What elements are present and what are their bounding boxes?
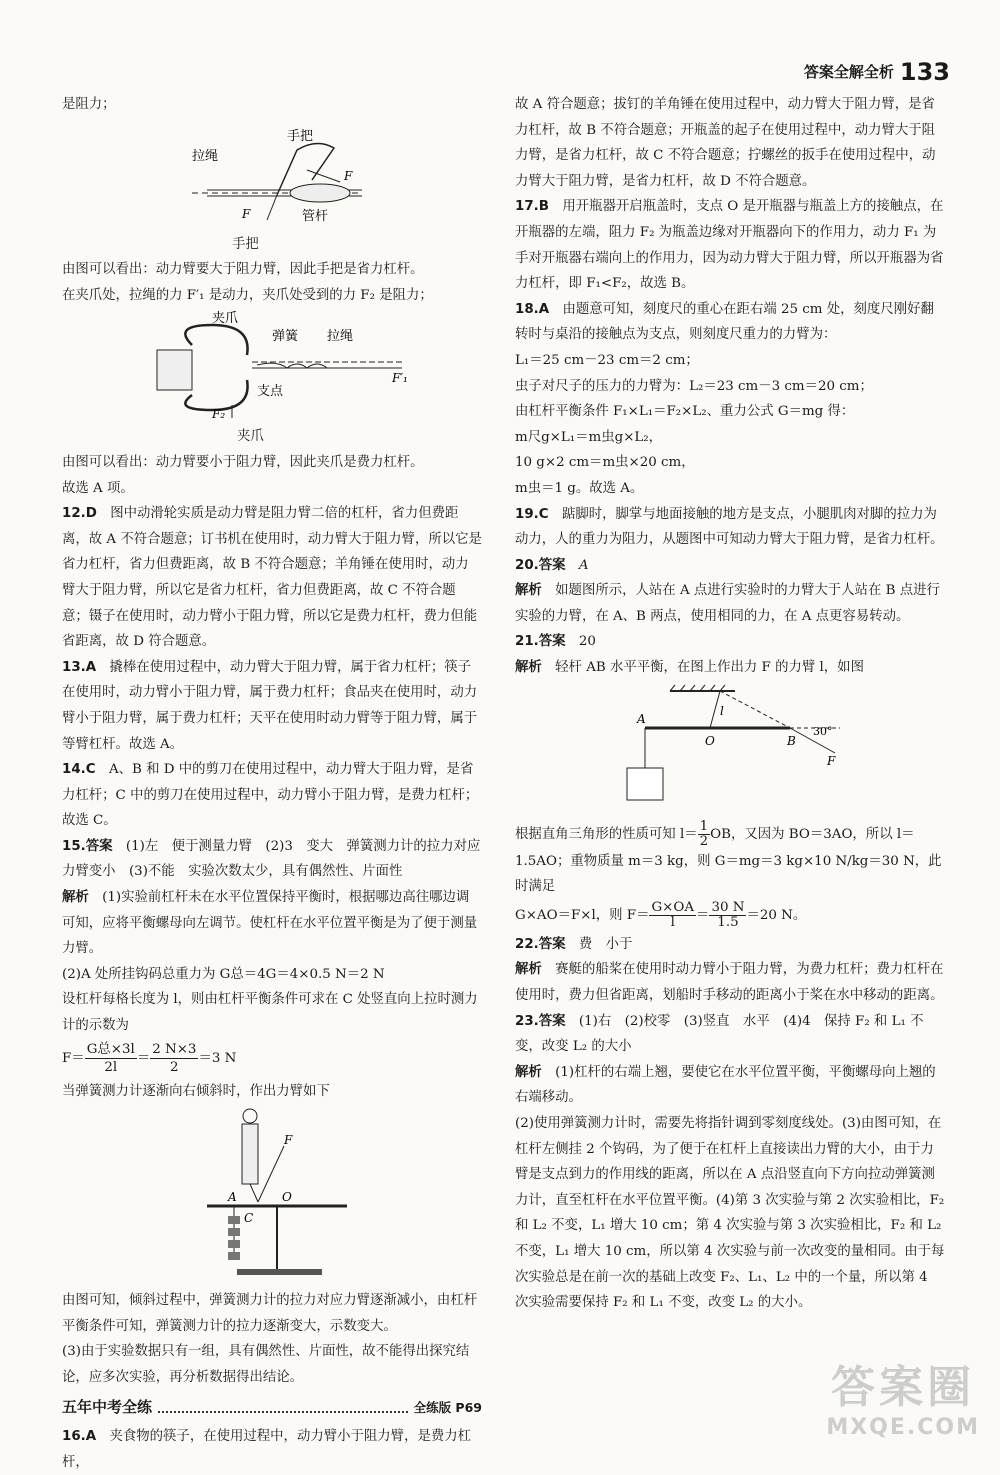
formula-part: ＝3 N: [198, 1050, 237, 1066]
solution-line: 10 g×2 cm＝m虫×20 cm，: [515, 455, 695, 471]
question-number: 12.D: [62, 506, 97, 522]
analysis-text: (3)由于实验数据只有一组，具有偶然性、片面性，故不能得出探究结论，应多次实验，再分析数据得出结论。: [62, 1344, 470, 1385]
formula-part: F＝: [62, 1050, 85, 1066]
page-header: [804, 58, 950, 86]
left-column: [62, 92, 482, 1475]
fig3-label: F: [284, 1133, 293, 1148]
question-20-analysis: [515, 578, 945, 629]
text-line: 在夹爪处，拉绳的力 F′₁ 是动力，夹爪处受到的力 F₂ 是阻力；: [62, 287, 433, 303]
question-15-answer: [62, 834, 482, 885]
answer-text: 20: [578, 634, 596, 650]
question-17: [515, 194, 945, 296]
formula-denominator: l: [670, 914, 675, 930]
right-column: [515, 92, 945, 1316]
question-text: 用开瓶器开启瓶盖时，支点 O 是开瓶器与瓶盖上方的接触点，在开瓶器的左端，阻力 F₂ 为瓶盖边缘对开瓶器向下的作用力，动力 F₁ 为手对开瓶器右端向上的作用力，因为动力臂大于阻力臂，所以开瓶器为省力杠杆，即 F₁<F₂，故选 B。: [515, 199, 944, 292]
analysis-text: 赛艇的船桨在使用时动力臂小于阻力臂，为费力杠杆；费力杠杆在使用时，费力但省距离，划船时手移动的距离小于桨在水中移动的距离。: [515, 962, 944, 1004]
question-18: [515, 297, 945, 348]
header-title: 答案全解全析: [803, 63, 894, 81]
analysis-label: 解析: [515, 962, 542, 978]
analysis-text: [515, 820, 945, 900]
fig4-label: A: [637, 711, 646, 726]
watermark-line: 答案圈: [831, 1362, 976, 1413]
clamp-diagram: [62, 310, 482, 422]
text-line: 是阻力；: [62, 97, 116, 112]
question-20-answer: [515, 553, 945, 579]
question-21-analysis: [515, 655, 945, 681]
question-number: 18.A: [515, 301, 550, 317]
question-22-answer: [515, 932, 945, 958]
question-15-analysis: [62, 885, 482, 962]
figure-caption: 手把: [232, 236, 259, 252]
question-text: 图中动滑轮实质是动力臂是阻力臂二倍的杠杆，省力但费距离，故 A 不符合题意；订书机在使用时，动力臂大于阻力臂，所以它是省力杠杆，省力但费距离，故 B 不符合题意；羊角锤在使用时，动力臂大于阻力臂，所以它是省力杠杆，省力但费距离，故 C 不符合题意；镊子在使用时，动力臂小于阻力臂，所以它是费力杠杆，费力但能省距离，故 D 符合题意。: [62, 506, 482, 650]
fig1-label: 拉绳: [192, 148, 219, 164]
analysis-text: (1)杠杆的右端上翘，要使它在水平位置平衡，平衡螺母向上翘的右端移动。: [515, 1064, 936, 1106]
fig2-label: 支点: [257, 384, 284, 400]
fig4-label: 30°: [813, 724, 833, 738]
question-12: [62, 501, 482, 655]
question-22-analysis: [515, 957, 945, 1008]
question-21-answer: [515, 629, 945, 655]
solution-line: 由杠杆平衡条件 F₁×L₁＝F₂×L₂、重力公式 G＝mg 得：: [515, 404, 855, 420]
formula-denominator: 2: [170, 1060, 179, 1076]
analysis-text: (1)实验前杠杆未在水平位置保持平衡时，根据哪边高往哪边调可知，应将平衡螺母向左调节。使杠杆在水平位置平衡是为了便于测量力臂。: [62, 890, 478, 957]
answer-text: A: [578, 557, 589, 573]
section-edition: 全练版 P69: [413, 1399, 482, 1415]
solution-line: m尺g×L₁＝m虫g×L₂，: [515, 429, 663, 445]
text-line: 故 A 符合题意；拔钉的羊角锤在使用过程中，动力臂大于阻力臂，是省力杠杆，故 B 不符合题意；开瓶盖的起子在使用过程中，动力臂大于阻力臂，是省力杠杆，故 C 不符合题意；拧螺丝的扳手在使用过程中，动力臂大于阻力臂，是省力杠杆，故 D 不符合题意。: [515, 97, 936, 189]
fig1-label: F: [344, 168, 353, 183]
fig2-label: 弹簧: [272, 329, 299, 345]
fig4-label: O: [705, 733, 715, 748]
fig1-label: 管杆: [302, 208, 329, 224]
question-14: [62, 757, 482, 834]
analysis-text: 由图可知，倾斜过程中，弹簧测力计的拉力对应力臂逐渐减小，由杠杆平衡条件可知，弹簧测力计的拉力逐渐变大，示数变大。: [62, 1293, 478, 1334]
question-23-analysis: [515, 1060, 945, 1111]
fig1-label: 手把: [287, 128, 314, 144]
text-part: ＝: [696, 907, 710, 923]
fig4-label: F: [827, 753, 836, 768]
text-line: 故选 A 项。: [62, 480, 134, 496]
question-text: A、B 和 D 中的剪刀在使用过程中，动力臂大于阻力臂，是省力杠杆；C 中的剪刀在使用过程中，动力臂小于阻力臂，是费力杠杆；故选 C。: [62, 762, 479, 829]
text-line: 由图可以看出：动力臂要大于阻力臂，因此手把是省力杠杆。: [62, 262, 424, 278]
analysis-text: 设杠杆每格长度为 l，则由杠杆平衡条件可求在 C 处竖直向上拉时测力计的示数为: [62, 992, 478, 1034]
question-number: 17.B: [515, 199, 549, 215]
answer-text: (1)右 (2)校零 (3)竖直 水平 (4)4 保持 F₂ 和 L₁ 不变，改变 L₂ 的大小: [515, 1013, 924, 1055]
question-text: 撬棒在使用过程中，动力臂大于阻力臂，属于省力杠杆；筷子在使用时，动力臂小于阻力臂，属于费力杠杆；食品夹在使用时，动力臂小于阻力臂，属于费力杠杆；天平在使用时动力臂等于阻力臂，属于等臂杠杆。故选 A。: [62, 659, 478, 752]
solution-line: L₁＝25 cm－23 cm＝2 cm；: [515, 352, 699, 368]
question-text: 由题意可知，刻度尺的重心在距右端 25 cm 处，刻度尺刚好翻转时与桌沿的接触点为支点，则刻度尺重力的力臂为：: [515, 301, 934, 343]
analysis-label: 解析: [515, 660, 542, 676]
section-heading: [62, 1395, 482, 1421]
text-line: 由图可以看出：动力臂要小于阻力臂，因此夹爪是费力杠杆。: [62, 454, 424, 470]
lever-ab-diagram: [515, 683, 945, 818]
question-number: 21.答案: [515, 634, 566, 650]
analysis-text: 轻杆 AB 水平平衡，在图上作出力 F 的力臂 l，如图: [555, 660, 864, 676]
handle-diagram: [62, 120, 482, 230]
formula: [62, 1039, 482, 1079]
section-title: 五年中考全练: [62, 1397, 153, 1416]
question-19: [515, 502, 945, 553]
question-number: 19.C: [515, 506, 549, 522]
text-part: G×AO＝F×l，则 F＝: [515, 907, 650, 923]
question-text: 踮脚时，脚掌与地面接触的地方是支点，小腿肌肉对脚的拉力为动力，人的重力为阻力，从题图中可知动力臂大于阻力臂，是省力杠杆。: [515, 506, 944, 548]
formula-numerator: 30 N: [711, 899, 745, 915]
formula-part: ＝: [136, 1050, 151, 1066]
answer-text: (1)左 便于测量力臂 (2)3 变大 弹簧测力计的拉力对应力臂变小 (3)不能 实验次数太少，具有偶然性、片面性: [62, 838, 481, 880]
fig3-label: O: [282, 1190, 292, 1205]
figure-caption: 夹爪: [237, 429, 264, 445]
fig4-label: B: [787, 733, 796, 748]
analysis-text: 如题图所示，人站在 A 点进行实验时的力臂大于人站在 B 点进行实验的力臂，在 A、B 两点，使用相同的力，在 A 点更容易转动。: [515, 583, 940, 624]
fig3-label: A: [228, 1190, 237, 1205]
page-number: 133: [899, 58, 950, 86]
question-13: [62, 655, 482, 757]
formula-numerator: G×OA: [651, 899, 695, 915]
question-number: 14.C: [62, 762, 96, 778]
answer-text: 费 小于: [578, 936, 633, 952]
fig2-label: F₂: [212, 407, 226, 422]
question-number: 23.答案: [515, 1013, 566, 1029]
fig2-label: 夹爪: [212, 311, 239, 327]
analysis-label: 解析: [62, 890, 89, 906]
solution-line: m虫＝1 g。故选 A。: [515, 480, 644, 496]
question-number: 16.A: [62, 1429, 97, 1445]
formula-denominator: 2l: [104, 1060, 118, 1076]
question-23-answer: [515, 1009, 945, 1060]
question-number: 20.答案: [515, 557, 566, 573]
analysis-text: (2)A 处所挂钩码总重力为 G总＝4G＝4×0.5 N＝2 N: [62, 966, 385, 982]
watermark-line: MXQE.COM: [826, 1415, 980, 1440]
formula-numerator: G总×3l: [86, 1042, 135, 1058]
formula-denominator: 2: [699, 833, 709, 849]
formula-denominator: 1.5: [717, 914, 739, 930]
analysis-label: 解析: [515, 583, 542, 599]
fig2-label: 拉绳: [327, 329, 354, 345]
analysis-label: 解析: [515, 1064, 542, 1080]
analysis-text: [515, 900, 945, 932]
fig2-label: F′₁: [392, 371, 408, 386]
question-number: 13.A: [62, 659, 97, 675]
text-part: 根据直角三角形的性质可知 l＝: [515, 826, 698, 842]
solution-line: 虫子对尺子的压力的力臂为：L₂＝23 cm－3 cm＝20 cm；: [515, 378, 873, 394]
fig1-label: F: [242, 206, 251, 221]
watermark: [826, 1351, 980, 1440]
formula-numerator: 2 N×3: [152, 1042, 197, 1058]
text-part: ＝20 N。: [746, 907, 807, 923]
question-16: [62, 1424, 482, 1475]
leader-dots: [158, 1401, 408, 1413]
analysis-text: 当弹簧测力计逐渐向右倾斜时，作出力臂如下: [62, 1083, 330, 1099]
spring-scale-lever-diagram: [62, 1106, 482, 1286]
question-number: 22.答案: [515, 936, 566, 952]
fig4-label: l: [720, 703, 724, 718]
fig3-label: C: [244, 1211, 254, 1226]
question-text: 夹食物的筷子，在使用过程中，动力臂小于阻力臂，是费力杠杆，: [62, 1429, 472, 1470]
analysis-text: (2)使用弹簧测力计时，需要先将指针调到零刻度线处。(3)由图可知，在杠杆左侧挂 2 个钩码，为了便于在杠杆上直接读出力臂的大小，由于力臂是支点到力的作用线的距离，所以在 A 点沿竖直向下方向拉动弹簧测力计，直至杠杆在水平位置平衡。(4)第 3 次实验与第 2 次实验相比，F₂ 和 L₂ 不变，L₁ 增大 10 cm；第 4 次实验与第 3 次实验相比，F₂ 和 L₂ 不变，L₁ 增大 10 cm，所以第 4 次实验与前一次改变的量相同。由于每次实验总是在前一次的基础上改变 F₂、L₁、L₂ 中的一个量，所以第 4 次实验需要保持 F₂ 和 L₁ 不变，改变 L₂ 的大小。: [515, 1116, 945, 1311]
text-part: OB，又因为 BO＝3AO，所以 l＝1.5AO；重物质量 m＝3 kg，则 G＝mg＝3 kg×10 N/kg＝30 N，此时满足: [515, 826, 942, 895]
question-number: 15.答案: [62, 838, 113, 854]
formula-numerator: 1: [699, 818, 709, 834]
